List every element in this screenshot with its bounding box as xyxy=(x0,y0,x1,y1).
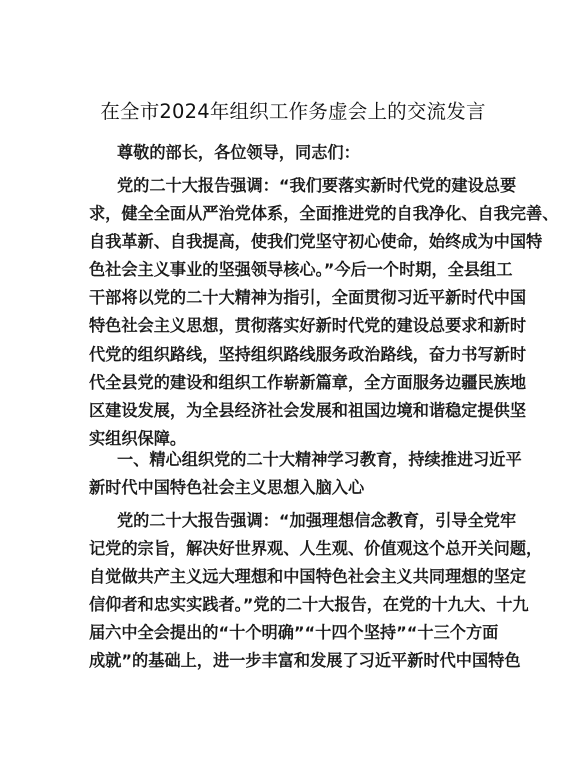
document-body xyxy=(89,139,509,167)
heading-line: 一、精心组织党的二十大精神学习教育，持续推进习近平 xyxy=(117,450,522,469)
section-heading-1 xyxy=(89,446,522,502)
paragraph-line: 区建设发展，为全县经济社会发展和祖国边境和谐稳定提供坚 xyxy=(89,400,527,420)
paragraph-line: 自我革新、自我提高，使我们党坚守初心使命，始终成为中国特 xyxy=(89,232,543,252)
paragraph-2 xyxy=(89,507,543,676)
paragraph-line: 代全县党的建设和组织工作崭新篇章，全方面服务边疆民族地 xyxy=(89,372,527,392)
paragraph-line: 自觉做共产主义远大理想和中国特色社会主义共同理想的坚定 xyxy=(89,567,527,587)
paragraph-line: 代党的组织路线，坚持组织路线服务政治路线，奋力书写新时 xyxy=(89,344,527,364)
paragraph-line: 记党的宗旨，解决好世界观、人生观、价值观这个总开关问题， xyxy=(89,539,543,559)
paragraph-line: 成就”的基础上，进一步丰富和发展了习近平新时代中国特色 xyxy=(89,651,521,671)
paragraph-line: 实组织保障。 xyxy=(89,428,187,448)
paragraph-line: 党的二十大报告强调：“我们要落实新时代党的建设总要 xyxy=(117,176,517,195)
paragraph-line: 届六中全会提出的“十个明确”“十四个坚持”“十三个方面 xyxy=(89,623,499,643)
greeting: 尊敬的部长，各位领导，同志们： xyxy=(117,143,360,162)
paragraph-line: 干部将以党的二十大精神为指引，全面贯彻习近平新时代中国 xyxy=(89,288,527,308)
paragraph-line: 色社会主义事业的坚强领导核心。”今后一个时期，全县组工 xyxy=(89,260,513,280)
paragraph-line: 党的二十大报告强调：“加强理想信念教育，引导全党牢 xyxy=(117,511,517,530)
document-title: 在全市2024年组织工作务虚会上的交流发言 xyxy=(100,100,486,123)
paragraph-line: 求，健全全面从严治党体系，全面推进党的自我净化、自我完善、 xyxy=(89,204,559,224)
paragraph-line: 信仰者和忠实实践者。”党的二十大报告，在党的十九大、十九 xyxy=(89,595,529,615)
paragraph-1 xyxy=(89,172,559,453)
heading-line: 新时代中国特色社会主义思想入脑入心 xyxy=(89,478,365,498)
paragraph-line: 特色社会主义思想，贯彻落实好新时代党的建设总要求和新时 xyxy=(89,316,527,336)
